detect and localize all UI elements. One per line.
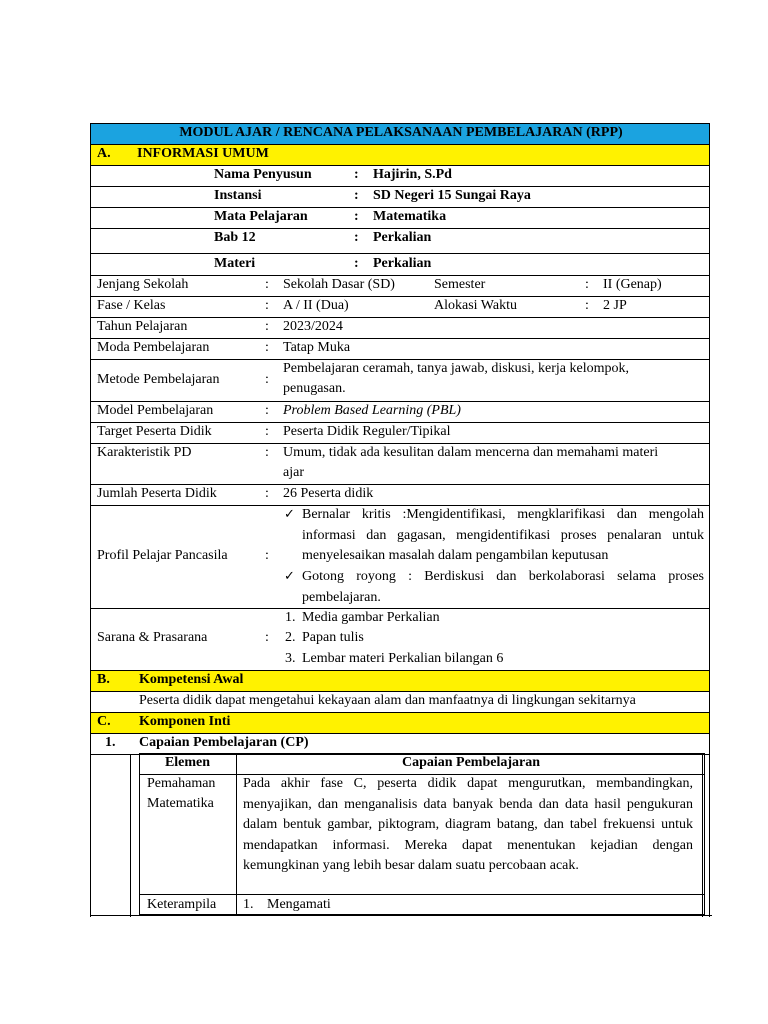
cp-header-row <box>90 733 710 754</box>
info-colon: : <box>354 209 359 224</box>
info-value: Matematika <box>373 209 447 224</box>
row-label: Model Pembelajaran <box>97 403 214 418</box>
row-fase <box>90 296 710 317</box>
row-label: Fase / Kelas <box>97 298 166 313</box>
row-colon: : <box>265 298 269 313</box>
row-metode <box>90 359 710 401</box>
info-label: Mata Pelajaran <box>214 209 308 224</box>
row-jenjang <box>90 275 710 296</box>
cp-table-col-divider <box>236 753 237 915</box>
cp-title: Capaian Pembelajaran (CP) <box>139 735 309 750</box>
row-value: 26 Peserta didik <box>283 486 374 501</box>
row-label: Profil Pelajar Pancasila <box>97 548 228 563</box>
section-a-letter: A. <box>97 146 111 161</box>
cp-table-row-divider <box>139 894 705 895</box>
info-colon: : <box>354 256 359 271</box>
row-colon: : <box>265 630 269 645</box>
section-b-letter: B. <box>97 672 110 687</box>
row-value-line-1: Umum, tidak ada kesulitan dalam mencerna dan memahami materi <box>283 445 659 460</box>
info-colon: : <box>354 188 359 203</box>
info-row-nama <box>90 165 710 186</box>
row-value: Sekolah Dasar (SD) <box>283 277 395 292</box>
cp-elemen-line-2: Matematika <box>147 796 214 811</box>
cp-left-divider <box>130 754 131 917</box>
row-label: Metode Pembelajaran <box>97 372 220 387</box>
cp-number: 1. <box>105 735 116 750</box>
row-value: Problem Based Learning (PBL) <box>283 403 461 418</box>
cp-col-elemen-header: Elemen <box>164 755 211 770</box>
row-label: Tahun Pelajaran <box>97 319 188 334</box>
cp-elemen-line-1: Pemahaman <box>147 776 216 791</box>
row-colon: : <box>265 319 269 334</box>
section-b-text: Peserta didik dapat mengetahui kekayaan alam dan manfaatnya di lingkungan sekitarnya <box>139 693 636 708</box>
info-label: Bab 12 <box>214 230 256 245</box>
info-label: Materi <box>214 256 256 271</box>
row-label: Target Peserta Didik <box>97 424 212 439</box>
info-label: Instansi <box>214 188 262 203</box>
row-value-2: 2 JP <box>603 298 627 313</box>
cp-list-text: Mengamati <box>267 897 331 912</box>
info-value: SD Negeri 15 Sungai Raya <box>373 188 531 203</box>
table-bottom-border <box>90 915 712 916</box>
sarana-item: Lembar materi Perkalian bilangan 6 <box>302 651 504 666</box>
row-jumlah <box>90 484 710 505</box>
section-c-letter: C. <box>97 714 111 729</box>
sarana-num: 1. <box>285 610 296 625</box>
row-value-line-2: ajar <box>283 465 304 480</box>
row-profil <box>90 505 710 608</box>
row-value: A / II (Dua) <box>283 298 349 313</box>
row-value-line-2: penugasan. <box>283 381 346 396</box>
info-value: Hajirin, S.Pd <box>373 167 452 182</box>
sarana-item: Papan tulis <box>302 630 364 645</box>
profil-item-gotong-royong: ✓ Gotong royong : Berdiskusi dan berkolaborasi selama proses pembelajaran. <box>302 567 704 608</box>
sarana-num: 3. <box>285 651 296 666</box>
row-value: Peserta Didik Reguler/Tipikal <box>283 424 451 439</box>
row-colon: : <box>265 340 269 355</box>
row-label: Jumlah Peserta Didik <box>97 486 217 501</box>
row-colon: : <box>265 372 269 387</box>
info-colon: : <box>354 230 359 245</box>
row-colon: : <box>265 486 269 501</box>
info-row-materi <box>90 253 710 275</box>
section-c-title: Komponen Inti <box>139 714 231 729</box>
row-karakteristik <box>90 443 710 484</box>
section-c-header <box>90 712 710 733</box>
row-value: 2023/2024 <box>283 319 343 334</box>
row-colon: : <box>265 424 269 439</box>
row-label: Sarana & Prasarana <box>97 630 208 645</box>
row-model <box>90 401 710 422</box>
section-b-title: Kompetensi Awal <box>139 672 244 687</box>
row-value-line-1: Pembelajaran ceramah, tanya jawab, diskusi, kerja kelompok, <box>283 361 629 376</box>
info-value: Perkalian <box>373 230 432 245</box>
row-colon: : <box>265 277 269 292</box>
row-colon: : <box>265 445 269 460</box>
row-colon: : <box>265 548 269 563</box>
row-moda <box>90 338 710 359</box>
cp-col-capaian-header: Capaian Pembelajaran <box>401 755 541 770</box>
row-tahun <box>90 317 710 338</box>
info-row-mapel <box>90 207 710 228</box>
cp-capaian-text: Pada akhir fase C, peserta didik dapat mengurutkan, membandingkan, menyajikan, dan menganalisis data banyak benda dan data hasil pengukuran dalam bentuk gambar, piktogram, diagram batang, dan tabel frekuensi untuk mendapatkan informasi. Mereka dapat menentukan kejadian dengan kemungkinan yang lebih besar dalam suatu percobaan acak. <box>243 776 693 873</box>
info-colon: : <box>354 167 359 182</box>
row-colon: : <box>265 403 269 418</box>
row-target <box>90 422 710 443</box>
row-label-2: Semester <box>434 277 486 292</box>
info-value: Perkalian <box>373 256 432 271</box>
sarana-num: 2. <box>285 630 296 645</box>
title-row <box>90 123 710 144</box>
sarana-item: Media gambar Perkalian <box>302 610 440 625</box>
section-b-content <box>90 691 710 712</box>
row-sarana <box>90 608 710 670</box>
row-value-2: II (Genap) <box>603 277 662 292</box>
profil-item-bernalar: ✓ Bernalar kritis :Mengidentifikasi, mengklarifikasi dan mengolah informasi dan gagasan, mengidentifikasi proses penalaran untuk menyelesaikan masalah dalam pengambilan keputusan <box>302 505 704 567</box>
document-title: MODUL AJAR / RENCANA PELAKSANAAN PEMBELAJARAN (RPP) <box>179 125 623 140</box>
row-value: Tatap Muka <box>283 340 351 355</box>
row-colon-2: : <box>585 277 589 292</box>
cp-elemen-keterampilan: Keterampila <box>147 897 217 912</box>
row-label-2: Alokasi Waktu <box>434 298 517 313</box>
section-a-title: INFORMASI UMUM <box>137 146 269 161</box>
section-b-header <box>90 670 710 691</box>
row-label: Jenjang Sekolah <box>97 277 189 292</box>
section-a-header <box>90 144 710 165</box>
info-row-instansi <box>90 186 710 207</box>
info-row-bab <box>90 228 710 253</box>
row-label: Moda Pembelajaran <box>97 340 210 355</box>
row-colon-2: : <box>585 298 589 313</box>
info-label: Nama Penyusun <box>214 167 312 182</box>
cp-list-number: 1. <box>243 897 254 912</box>
row-label: Karakteristik PD <box>97 445 192 460</box>
